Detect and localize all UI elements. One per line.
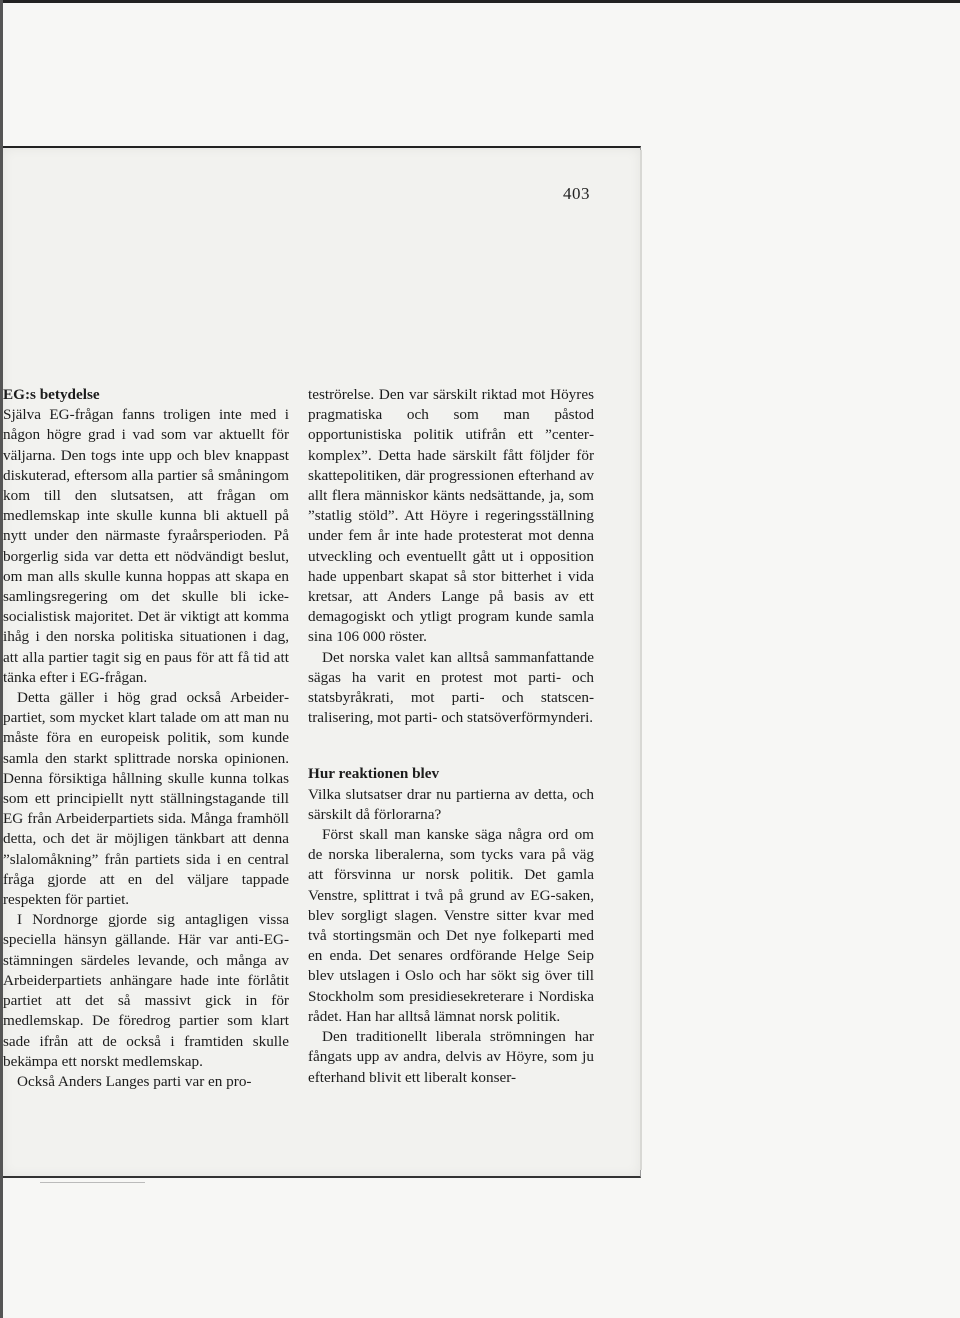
paragraph: Vilka slutsatser drar nu partierna av detta, och särskilt då förlorarna? [308,785,594,823]
section-heading-reaction: Hur reaktionen blev [308,765,440,783]
paragraph: Detta gäller i hög grad också Arbeiderpartiet, som mycket klart talade om att man nu måste föra en europeisk politik, som kunde samla den starkt splittrade norska opinionen. Denna försiktiga hållning skulle kunna tolkas som ett principiellt nytt ställningstagande till EG från Arbeiderpartiets sida. Många framhöll detta, och det är möjligen tänkbart att denna ”slalomåkning” från partiets sida i en central fråga gjorde att en del väljare tappade respekten för partiet. [3,689,289,909]
paragraph: Också Anders Langes parti var en pro- [17,1072,252,1090]
page-number: 403 [563,184,590,203]
section-heading-eg: EG:s betydelse [3,386,100,403]
paragraph: Först skall man kanske säga några ord om de norska liberalerna, som tycks vara på väg att försvinna ur norsk politik. Det gamla Venstre, splittrat i två på grund av EG-saken, blev sorgligt slagen. Venstre sitter kvar med två stortingsmän och Det nye folkeparti med en enda. Det senares ordförande Helge Seip blev utslagen i Oslo och har sökt sig över till Stockholm som presidiesekreterare i Nordiska rådet. Han har alltså lämnat norsk politik. [308,826,594,1025]
paragraph: Själva EG-frågan fanns troligen inte med i någon högre grad i vad som var aktuellt för väljarna. Den togs inte upp och blev knappast diskuterad, eftersom alla partier så småningom kom till den slutsatsen, att frågan om medlemskap inte skulle kunna bli aktuell på nytt under den närmaste fyraårsperioden. På borgerlig sida var detta ett nödvändigt beslut, om man alls skulle kunna hoppas att skapa en samlingsregering om det skulle bli icke-socialistisk majoritet. Det är viktigt att komma ihåg i den norska politiska situationen i dag, att alla partier tagit sig en paus för att få tid att tänka efter i EG-frågan. [3,406,289,686]
scan-top-edge [0,0,960,3]
page-edge-shadow [640,150,642,1170]
paragraph: Det norska valet kan alltså sammanfattande sägas ha varit en protest mot parti- och statsbyråkrati, mot parti- och statscentralisering, mot parti- och statsöverförmynderi. [308,648,594,727]
paragraph: I Nordnorge gjorde sig antagligen vissa speciella hänsyn gällande. Här var anti-EG-stämningen särdeles levande, och många av Arbeiderpartiets anhängare hade inte förlåtit partiet att det så massivt gick in för medlemskap. De föredrog partier som klart sade ifrån att de också i framtiden skulle bekämpa ett norskt medlemskap. [3,911,289,1070]
left-text-column [3,385,289,1092]
paragraph: Den traditionellt liberala strömningen har fångats upp av andra, delvis av Höyre, som ju efterhand blivit ett liberalt konser- [308,1028,594,1086]
right-text-column [308,385,594,1088]
scan-mark [40,1182,145,1183]
paragraph: teströrelse. Den var särskilt riktad mot Höyres pragmatiska och som man påstod opportunistiska politik utifrån ett ”centerkomplex”. Detta hade särskilt fått följder för skattepolitiken, där progressionen efterhand av allt flera människor känts nedsättande, ja, som ”statlig stöld”. Att Höyre i regeringsställning under fem år inte hade protesterat mot denna utveckling och eventuellt gått ut i opposition hade uppenbart skapat så stor bitterhet i vida kretsar, att Anders Lange på basis av ett demagogiskt och ytligt program kunde samla sina 106 000 röster. [308,386,594,646]
book-page [3,146,641,1178]
